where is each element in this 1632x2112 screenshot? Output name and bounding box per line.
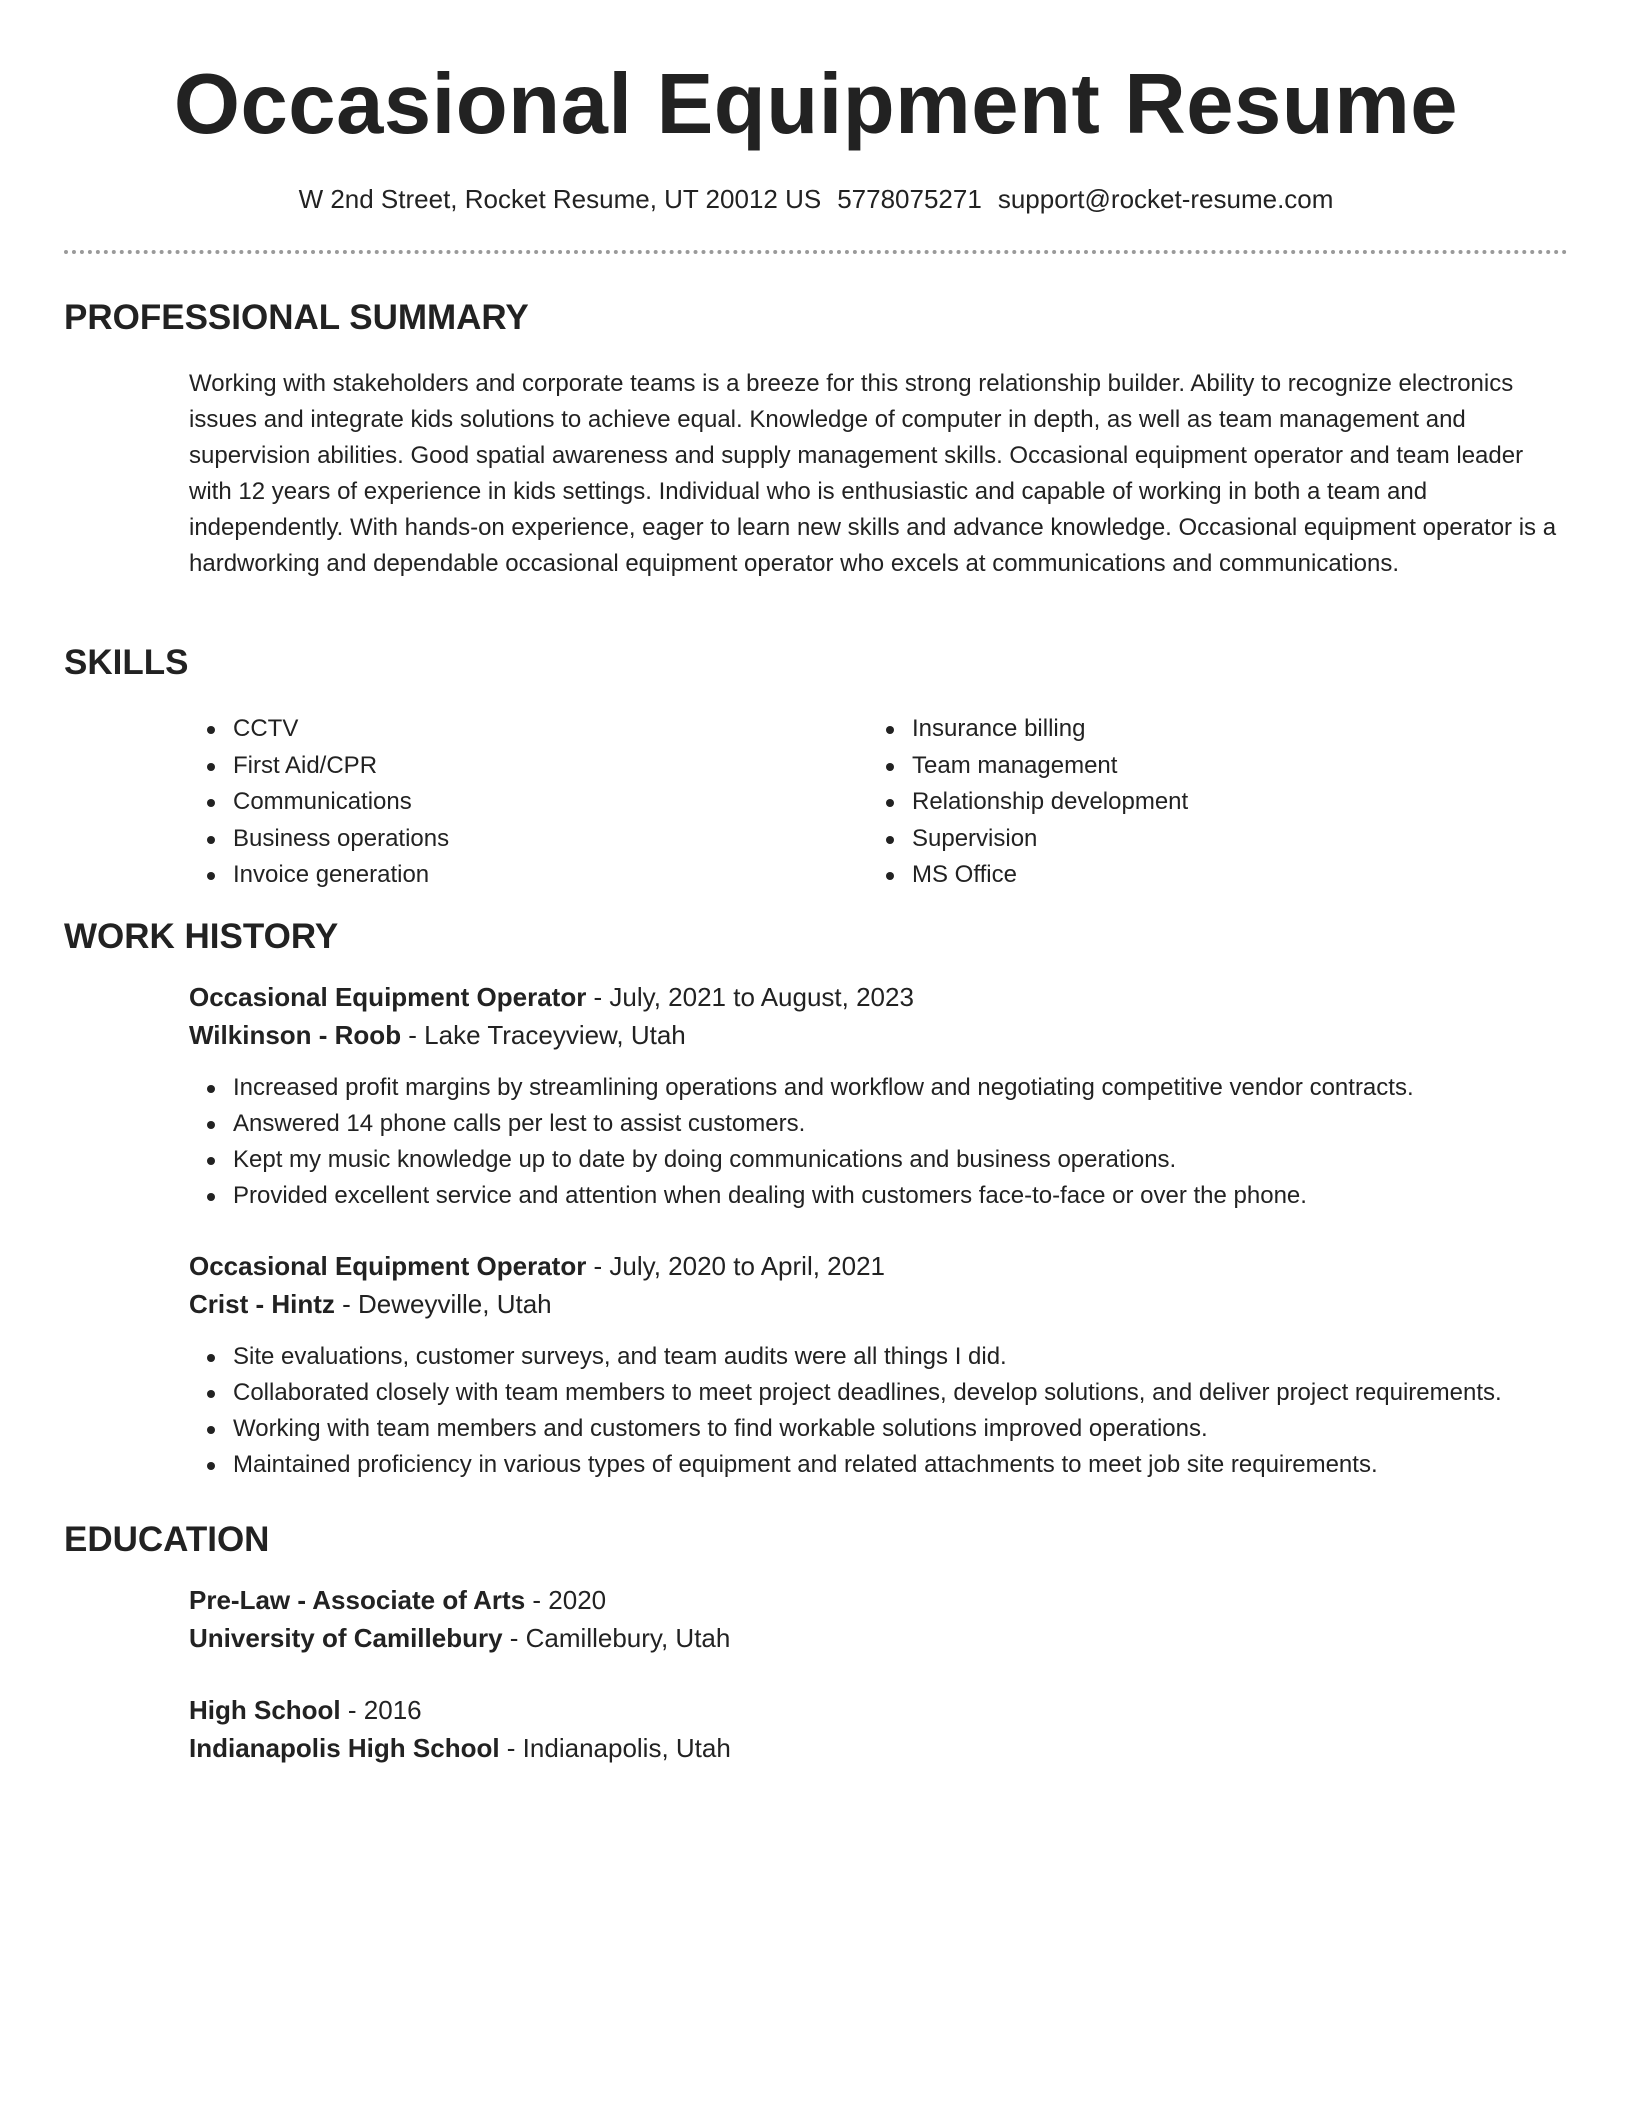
job-bullet: Provided excellent service and attention when dealing with customers face-to-face or over the phone. bbox=[189, 1178, 1569, 1214]
contact-line bbox=[0, 182, 1632, 216]
education-heading: EDUCATION bbox=[64, 1520, 270, 1559]
job-bullet: Collaborated closely with team members to meet project deadlines, develop solutions, and deliver project requirements. bbox=[189, 1375, 1569, 1411]
skill-item: Team management bbox=[868, 748, 1188, 785]
job-title-line bbox=[189, 1247, 1569, 1285]
education-degree: High School bbox=[189, 1695, 341, 1725]
skills-list-right bbox=[868, 711, 1188, 894]
summary-heading: PROFESSIONAL SUMMARY bbox=[64, 298, 529, 337]
job-entry bbox=[189, 978, 1569, 1214]
job-title-line bbox=[189, 978, 1569, 1016]
job-bullet: Site evaluations, customer surveys, and team audits were all things I did. bbox=[189, 1339, 1569, 1375]
job-company: Wilkinson - Roob bbox=[189, 1020, 402, 1050]
job-company: Crist - Hintz bbox=[189, 1289, 335, 1319]
job-dates: - July, 2020 to April, 2021 bbox=[586, 1251, 886, 1281]
education-school-line bbox=[189, 1729, 1489, 1767]
skills-list-left bbox=[189, 711, 449, 894]
job-location: - Lake Traceyview, Utah bbox=[401, 1020, 686, 1050]
job-bullets bbox=[189, 1070, 1569, 1214]
job-role: Occasional Equipment Operator bbox=[189, 1251, 587, 1281]
job-role: Occasional Equipment Operator bbox=[189, 982, 587, 1012]
job-bullet: Kept my music knowledge up to date by doing communications and business operations. bbox=[189, 1142, 1569, 1178]
education-degree-line bbox=[189, 1691, 1489, 1729]
skills-heading: SKILLS bbox=[64, 643, 189, 682]
job-dates: - July, 2021 to August, 2023 bbox=[586, 982, 914, 1012]
skill-item: First Aid/CPR bbox=[189, 748, 449, 785]
skill-item: Business operations bbox=[189, 821, 449, 858]
job-bullet: Answered 14 phone calls per lest to assist customers. bbox=[189, 1106, 1569, 1142]
skill-item: CCTV bbox=[189, 711, 449, 748]
education-year: - 2020 bbox=[525, 1585, 607, 1615]
job-bullets bbox=[189, 1339, 1569, 1483]
skill-item: Communications bbox=[189, 784, 449, 821]
education-entry bbox=[189, 1691, 1489, 1767]
summary-text: Working with stakeholders and corporate teams is a breeze for this strong relationship builder. Ability to recognize electronics issues and integrate kids solutions to achieve equal. Knowledge of computer in depth, as well as team management and supervision abilities. Good spatial awareness and supply management skills. Occasional equipment operator and team leader with 12 years of experience in kids settings. Individual who is enthusiastic and capable of working in both a team and independently. With hands-on experience, eager to learn new skills and advance knowledge. Occasional equipment operator is a hardworking and dependable occasional equipment operator who excels at communications and communications. bbox=[189, 370, 1557, 577]
education-school: Indianapolis High School bbox=[189, 1733, 500, 1763]
work-history-heading: WORK HISTORY bbox=[64, 917, 339, 956]
job-entry bbox=[189, 1247, 1569, 1483]
job-bullet: Working with team members and customers to find workable solutions improved operations. bbox=[189, 1411, 1569, 1447]
education-location: - Indianapolis, Utah bbox=[499, 1733, 731, 1763]
job-bullet: Increased profit margins by streamlining operations and workflow and negotiating competitive vendor contracts. bbox=[189, 1070, 1569, 1106]
skill-item: Invoice generation bbox=[189, 857, 449, 894]
resume-title: Occasional Equipment Resume bbox=[173, 57, 1459, 152]
education-year: - 2016 bbox=[340, 1695, 422, 1725]
education-location: - Camillebury, Utah bbox=[502, 1623, 731, 1653]
job-location: - Deweyville, Utah bbox=[334, 1289, 552, 1319]
skill-item: MS Office bbox=[868, 857, 1188, 894]
skill-item: Insurance billing bbox=[868, 711, 1188, 748]
education-entry bbox=[189, 1581, 1489, 1657]
contact-email: support@rocket-resume.com bbox=[997, 184, 1334, 214]
education-school: University of Camillebury bbox=[189, 1623, 503, 1653]
contact-phone: 5778075271 bbox=[837, 184, 982, 214]
education-school-line bbox=[189, 1619, 1489, 1657]
job-company-line bbox=[189, 1285, 1569, 1323]
contact-address: W 2nd Street, Rocket Resume, UT 20012 US bbox=[298, 184, 822, 214]
job-company-line bbox=[189, 1016, 1569, 1054]
education-degree-line bbox=[189, 1581, 1489, 1619]
header-divider bbox=[64, 250, 1568, 254]
skill-item: Relationship development bbox=[868, 784, 1188, 821]
job-bullet: Maintained proficiency in various types of equipment and related attachments to meet job site requirements. bbox=[189, 1447, 1569, 1483]
education-degree: Pre-Law - Associate of Arts bbox=[189, 1585, 526, 1615]
skill-item: Supervision bbox=[868, 821, 1188, 858]
